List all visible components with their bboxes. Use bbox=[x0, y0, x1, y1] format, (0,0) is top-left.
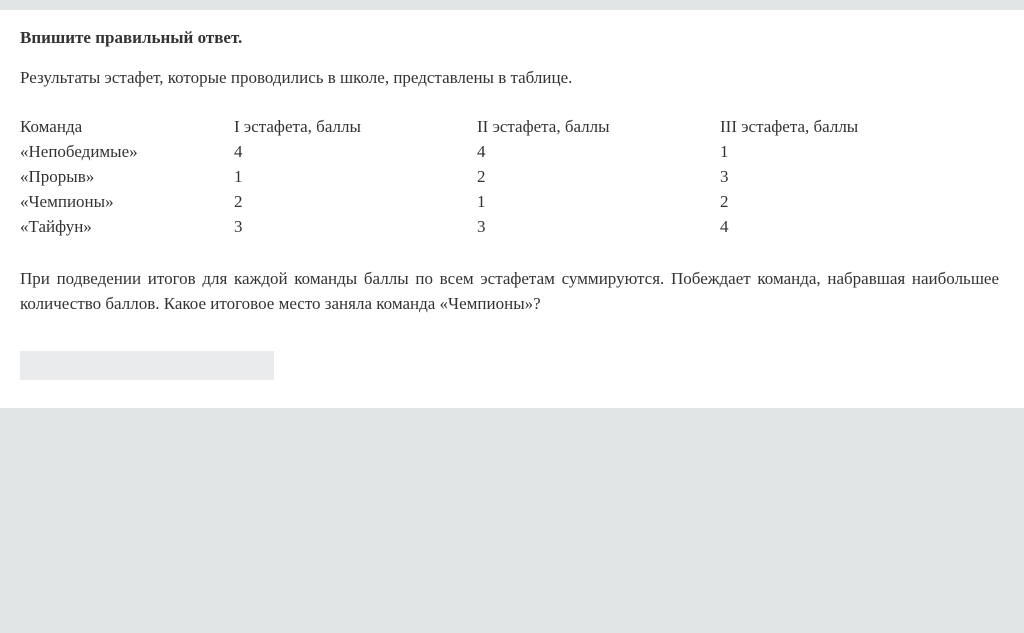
relay-3-score: 3 bbox=[720, 167, 729, 186]
task-intro: Результаты эстафет, которые проводились в школе, представлены в таблице. bbox=[20, 68, 573, 87]
relay-2-score: 2 bbox=[477, 167, 486, 186]
relay-3-score: 4 bbox=[720, 217, 729, 236]
results-table bbox=[20, 116, 999, 241]
header-team: Команда bbox=[20, 117, 83, 136]
task-card bbox=[0, 10, 1024, 408]
team-name: «Чемпионы» bbox=[20, 192, 114, 211]
table-row bbox=[20, 191, 999, 216]
relay-1-score: 3 bbox=[234, 217, 243, 236]
header-relay-3: III эстафета, баллы bbox=[720, 117, 859, 136]
relay-2-score: 4 bbox=[477, 142, 486, 161]
relay-3-score: 1 bbox=[720, 142, 729, 161]
relay-3-score: 2 bbox=[720, 192, 729, 211]
table-row bbox=[20, 166, 999, 191]
relay-1-score: 4 bbox=[234, 142, 243, 161]
relay-2-score: 3 bbox=[477, 217, 486, 236]
task-question: При подведении итогов для каждой команды баллы по всем эстафетам суммируются. Побеждает команда, набравшая наибольшее количество баллов. Какое итоговое место заняла команда «Чемпионы»? bbox=[20, 269, 999, 313]
relay-1-score: 2 bbox=[234, 192, 243, 211]
answer-input[interactable] bbox=[20, 351, 274, 380]
table-row bbox=[20, 216, 999, 241]
table-row bbox=[20, 141, 999, 166]
header-relay-1: I эстафета, баллы bbox=[234, 117, 361, 136]
header-relay-2: II эстафета, баллы bbox=[477, 117, 610, 136]
relay-2-score: 1 bbox=[477, 192, 486, 211]
team-name: «Непобедимые» bbox=[20, 142, 138, 161]
table-header-row bbox=[20, 116, 999, 141]
task-instruction: Впишите правильный ответ. bbox=[20, 28, 243, 47]
team-name: «Прорыв» bbox=[20, 167, 95, 186]
relay-1-score: 1 bbox=[234, 167, 243, 186]
team-name: «Тайфун» bbox=[20, 217, 92, 236]
